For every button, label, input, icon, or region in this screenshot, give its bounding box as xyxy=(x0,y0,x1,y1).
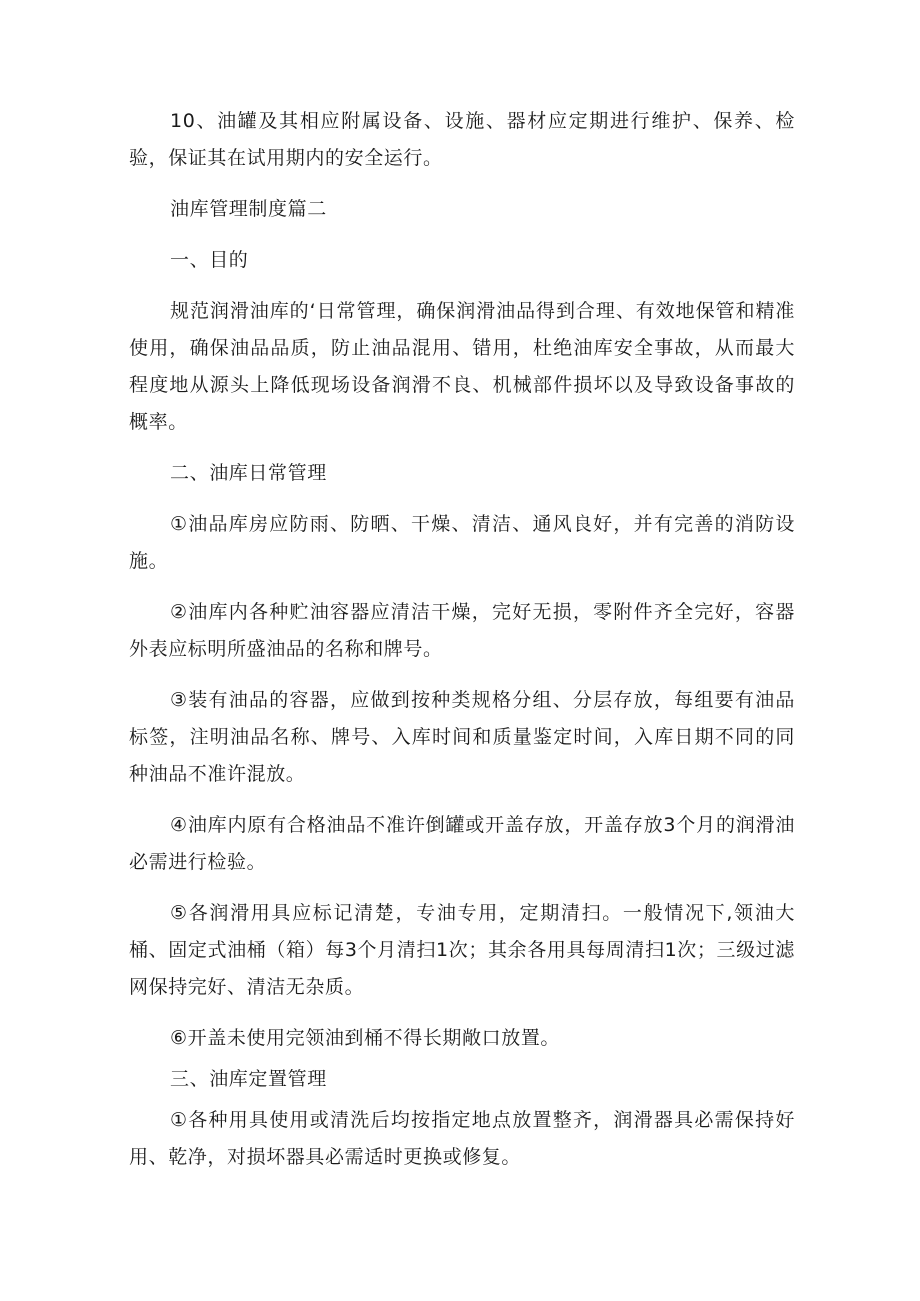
paragraph-rule-5: ⑤各润滑用具应标记清楚，专油专用，定期清扫。一般情况下,领油大桶、固定式油桶（箱）每3个月清扫1次；其余各用具每周清扫1次；三级过滤网保持完好、清洁无杂质。 xyxy=(129,902,795,998)
paragraph-rule-6: ⑥开盖未使用完领油到桶不得长期敞口放置。 xyxy=(170,1027,561,1049)
paragraph-item-10-maintenance: 10、油罐及其相应附属设备、设施、器材应定期进行维护、保养、检验，保证其在试用期内的安全运行。 xyxy=(129,110,795,169)
paragraph-rule-4: ④油库内原有合格油品不准许倒罐或开盖存放，开盖存放3个月的润滑油必需进行检验。 xyxy=(129,814,795,873)
section-title: 油库管理制度篇二 xyxy=(170,198,327,220)
paragraph-placement-rule-1: ①各种用具使用或清洗后均按指定地点放置整齐，润滑器具必需保持好用、乾净，对损坏器具必需适时更换或修复。 xyxy=(129,1109,795,1168)
heading-placement-management: 三、油库定置管理 xyxy=(170,1068,327,1090)
paragraph-rule-3: ③装有油品的容器，应做到按种类规格分组、分层存放，每组要有油品标签，注明油品名称、牌号、入库时间和质量鉴定时间，入库日期不同的同种油品不准许混放。 xyxy=(129,689,795,785)
heading-daily-management: 二、油库日常管理 xyxy=(170,462,327,484)
document-body xyxy=(129,103,795,1190)
paragraph-rule-1: ①油品库房应防雨、防晒、干燥、清洁、通风良好，并有完善的消防设施。 xyxy=(129,513,795,572)
paragraph-rule-2: ②油库内各种贮油容器应清洁干燥，完好无损，零附件齐全完好，容器外表应标明所盛油品的名称和牌号。 xyxy=(129,601,795,660)
heading-purpose: 一、目的 xyxy=(170,249,249,271)
paragraph-purpose: 规范润滑油库的‘日常管理，确保润滑油品得到合理、有效地保管和精准使用，确保油品品质，防止油品混用、错用，杜绝油库安全事故，从而最大程度地从源头上降低现场设备润滑不良、机械部件损坏以及导致设备事故的概率。 xyxy=(129,300,795,433)
